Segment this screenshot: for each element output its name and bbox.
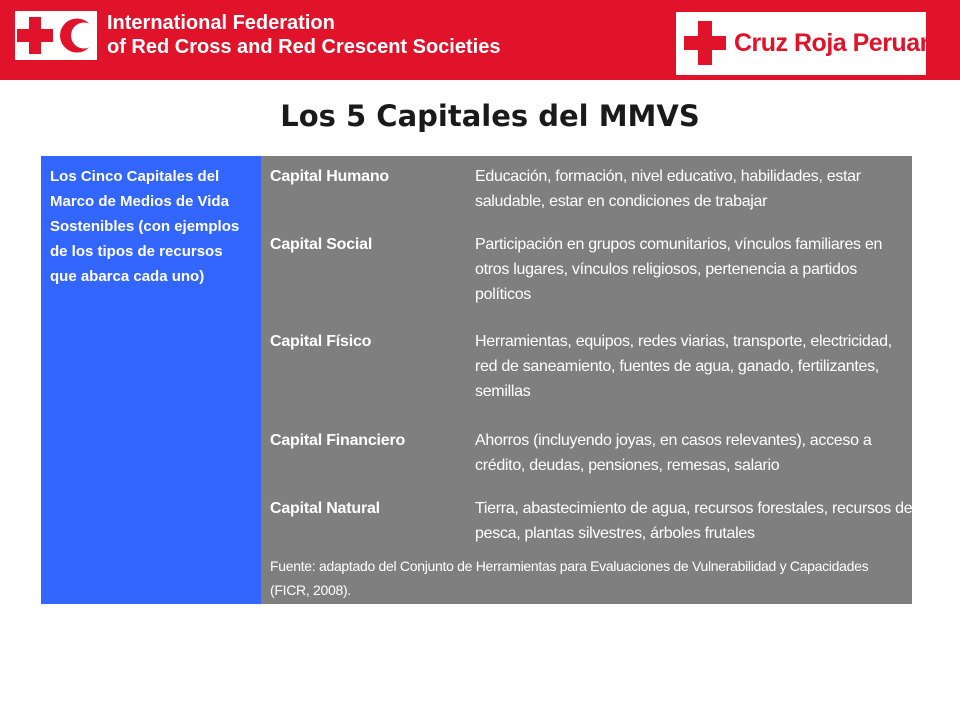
page-title: Los 5 Capitales del MMVS [280,99,700,133]
capital-description: Participación en grupos comunitarios, vínculos familiares en otros lugares, vínculos religiosos, pertenencia a partidos políticos [475,236,883,303]
ifrc-name [107,11,500,59]
capital-name: Capital Social [270,236,373,253]
capital-description: Herramientas, equipos, redes viarias, transporte, electricidad, red de saneamiento, fuentes de agua, ganado, fertilizantes, semillas [475,333,892,400]
cruz-roja-peruana-logo [676,12,948,75]
table-right-column [261,156,912,604]
capital-name: Capital Físico [270,333,372,350]
red-cross-icon [684,21,726,65]
ifrc-logo [15,11,97,60]
capital-name: Capital Financiero [270,432,406,449]
capital-name: Capital Humano [270,168,389,185]
table-left-column [41,156,261,604]
ifrc-name-line2: of Red Cross and Red Crescent Societies [107,36,501,58]
source-note: Fuente: adaptado del Conjunto de Herramientas para Evaluaciones de Vulnerabilidad y Capacidades (FICR, 2008). [270,558,869,598]
cruz-roja-peruana-name: Cruz Roja Peruana [734,29,948,57]
header-banner [0,0,960,80]
capital-name: Capital Natural [270,500,380,517]
red-cross-crescent-icon [17,13,95,58]
table-left-header: Los Cinco Capitales del Marco de Medios de Vida Sostenibles (con ejemplos de los tipos de recursos que abarca cada uno) [50,168,240,285]
capital-description: Tierra, abastecimiento de agua, recursos forestales, recursos de pesca, plantas silvestres, árboles frutales [475,500,913,542]
capital-description: Educación, formación, nivel educativo, habilidades, estar saludable, estar en condiciones de trabajar [475,168,861,210]
ifrc-name-line1: International Federation [107,12,335,34]
capital-description: Ahorros (incluyendo joyas, en casos relevantes), acceso a crédito, deudas, pensiones, remesas, salario [475,432,872,474]
